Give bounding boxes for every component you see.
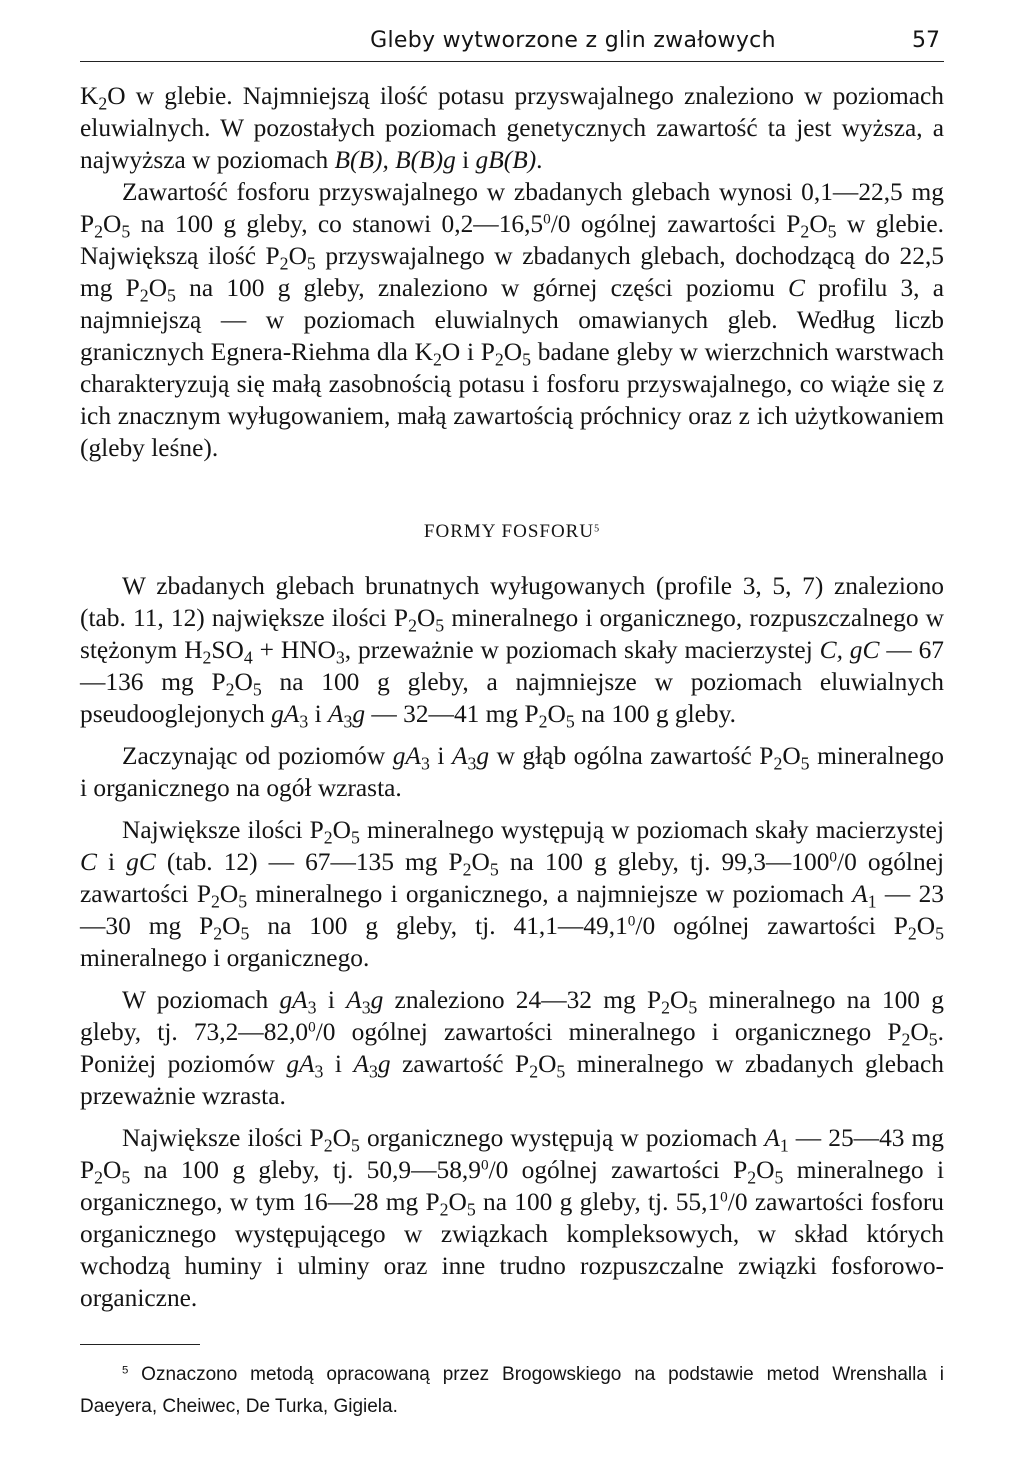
running-title: Gleby wytworzone z glin zwałowych: [370, 28, 776, 53]
running-header: [80, 28, 944, 62]
page-number: 57: [912, 28, 940, 53]
paragraph-3: W zbadanych glebach brunatnych wyługowanych (profile 3, 5, 7) znaleziono (tab. 11, 12) największe ilości $P_2O_5$ mineralnego i organicznego, rozpuszczalnego w stężonym $H_2SO_4 + HNO_3$, przeważnie w poziomach skały macierzystej C, gC — 67—136 mg $P_2O_5$ na 100 g gleby, a najmniejsze w poziomach eluwialnych pseudooglejonych $gA_3$ i $A_3g$ — 32—41 mg $P_2O_5$ na 100 g gleby.: [80, 572, 945, 732]
paragraph-7: Największe ilości $P_2O_5$ organicznego występują w poziomach $A_1$ — 25—43 mg $P_2O_5$ na 100 g gleby, tj. 50,9—58,9$^0$/0 ogólnej zawartości $P_2O_5$ mineralnego i organicznego, w tym 16—28 mg $P_2O_5$ na 100 g gleby, tj. 55,1$^0$/0 zawartości fosforu organicznego występującego w związkach kompleksowych, w skład których wchodzą huminy i ulminy oraz inne trudno rozpuszczalne związki fosforowo-organiczne.: [80, 1124, 945, 1312]
footnote-divider: [80, 1344, 200, 1345]
paragraph-5: Największe ilości $P_2O_5$ mineralnego występują w poziomach skały macierzystej C i gC (tab. 12) — 67—135 mg $P_2O_5$ na 100 g gleby, tj. $99,3—100^0/0$ ogólnej zawartości $P_2O_5$ mineralnego i organicznego, a najmniejsze w poziomach $A_1$ — 23—30 mg $P_2O_5$ na 100 g gleby, tj. 41,1—49,1$^0$/0 ogólnej zawartości $P_2O_5$ mineralnego i organicznego.: [80, 816, 945, 972]
footnote-marker: 5: [122, 1364, 129, 1377]
footnote: [80, 1359, 944, 1423]
paragraph-1: $K_2O$ w glebie. Najmniejszą ilość potasu przyswajalnego znaleziono w poziomach eluwialnych. W pozostałych poziomach genetycznych zawartość ta jest wyższa, a najwyższa w poziomach B(B), B(B)g i gB(B).: [80, 82, 944, 174]
body-text: [80, 80, 944, 1314]
paragraph-2: Zawartość fosforu przyswajalnego w zbadanych glebach wynosi 0,1—22,5 mg $P_2O_5$ na 100 g gleby, co stanowi 0,2—16,5$^0$/0 ogólnej zawartości $P_2O_5$ w glebie. Największą ilość $P_2O_5$ przyswajalnego w zbadanych glebach, dochodzącą do 22,5 mg $P_2O_5$ na 100 g gleby, znaleziono w górnej części poziomu C profilu 3, a najmniejszą — w poziomach eluwialnych omawianych gleb. Według liczb granicznych Egnera-Riehma dla $K_2O$ i $P_2O_5$ badane gleby w wierzchnich warstwach charakteryzują się małą zasobnością potasu i fosforu przyswajalnego, co wiąże się z ich znacznym wyługowaniem, małą zawartością próchnicy oraz z ich użytkowaniem (gleby leśne).: [80, 178, 945, 462]
footnote-text: Oznaczono metodą opracowaną przez Brogowskiego na podstawie metod Wrenshalla i Daeyera, Cheiwec, De Turka, Gigiela.: [80, 1364, 944, 1417]
section-heading: FORMY FOSFORU$^5$: [423, 521, 601, 542]
footnote-ref: 5: [594, 523, 601, 535]
paragraph-4: Zaczynając od poziomów $gA_3$ i $A_3g$ w głąb ogólna zawartość $P_2O_5$ mineralnego i organicznego na ogół wzrasta.: [80, 742, 944, 802]
paragraph-6: W poziomach $gA_3$ i $A_3g$ znaleziono 24—32 mg $P_2O_5$ mineralnego na 100 g gleby, tj. 73,2—82,0$^0$/0 ogólnej zawartości mineralnego i organicznego $P_2O_5$. Poniżej poziomów $gA_3$ i $A_3g$ zawartość $P_2O_5$ mineralnego w zbadanych glebach przeważnie wzrasta.: [80, 986, 945, 1110]
